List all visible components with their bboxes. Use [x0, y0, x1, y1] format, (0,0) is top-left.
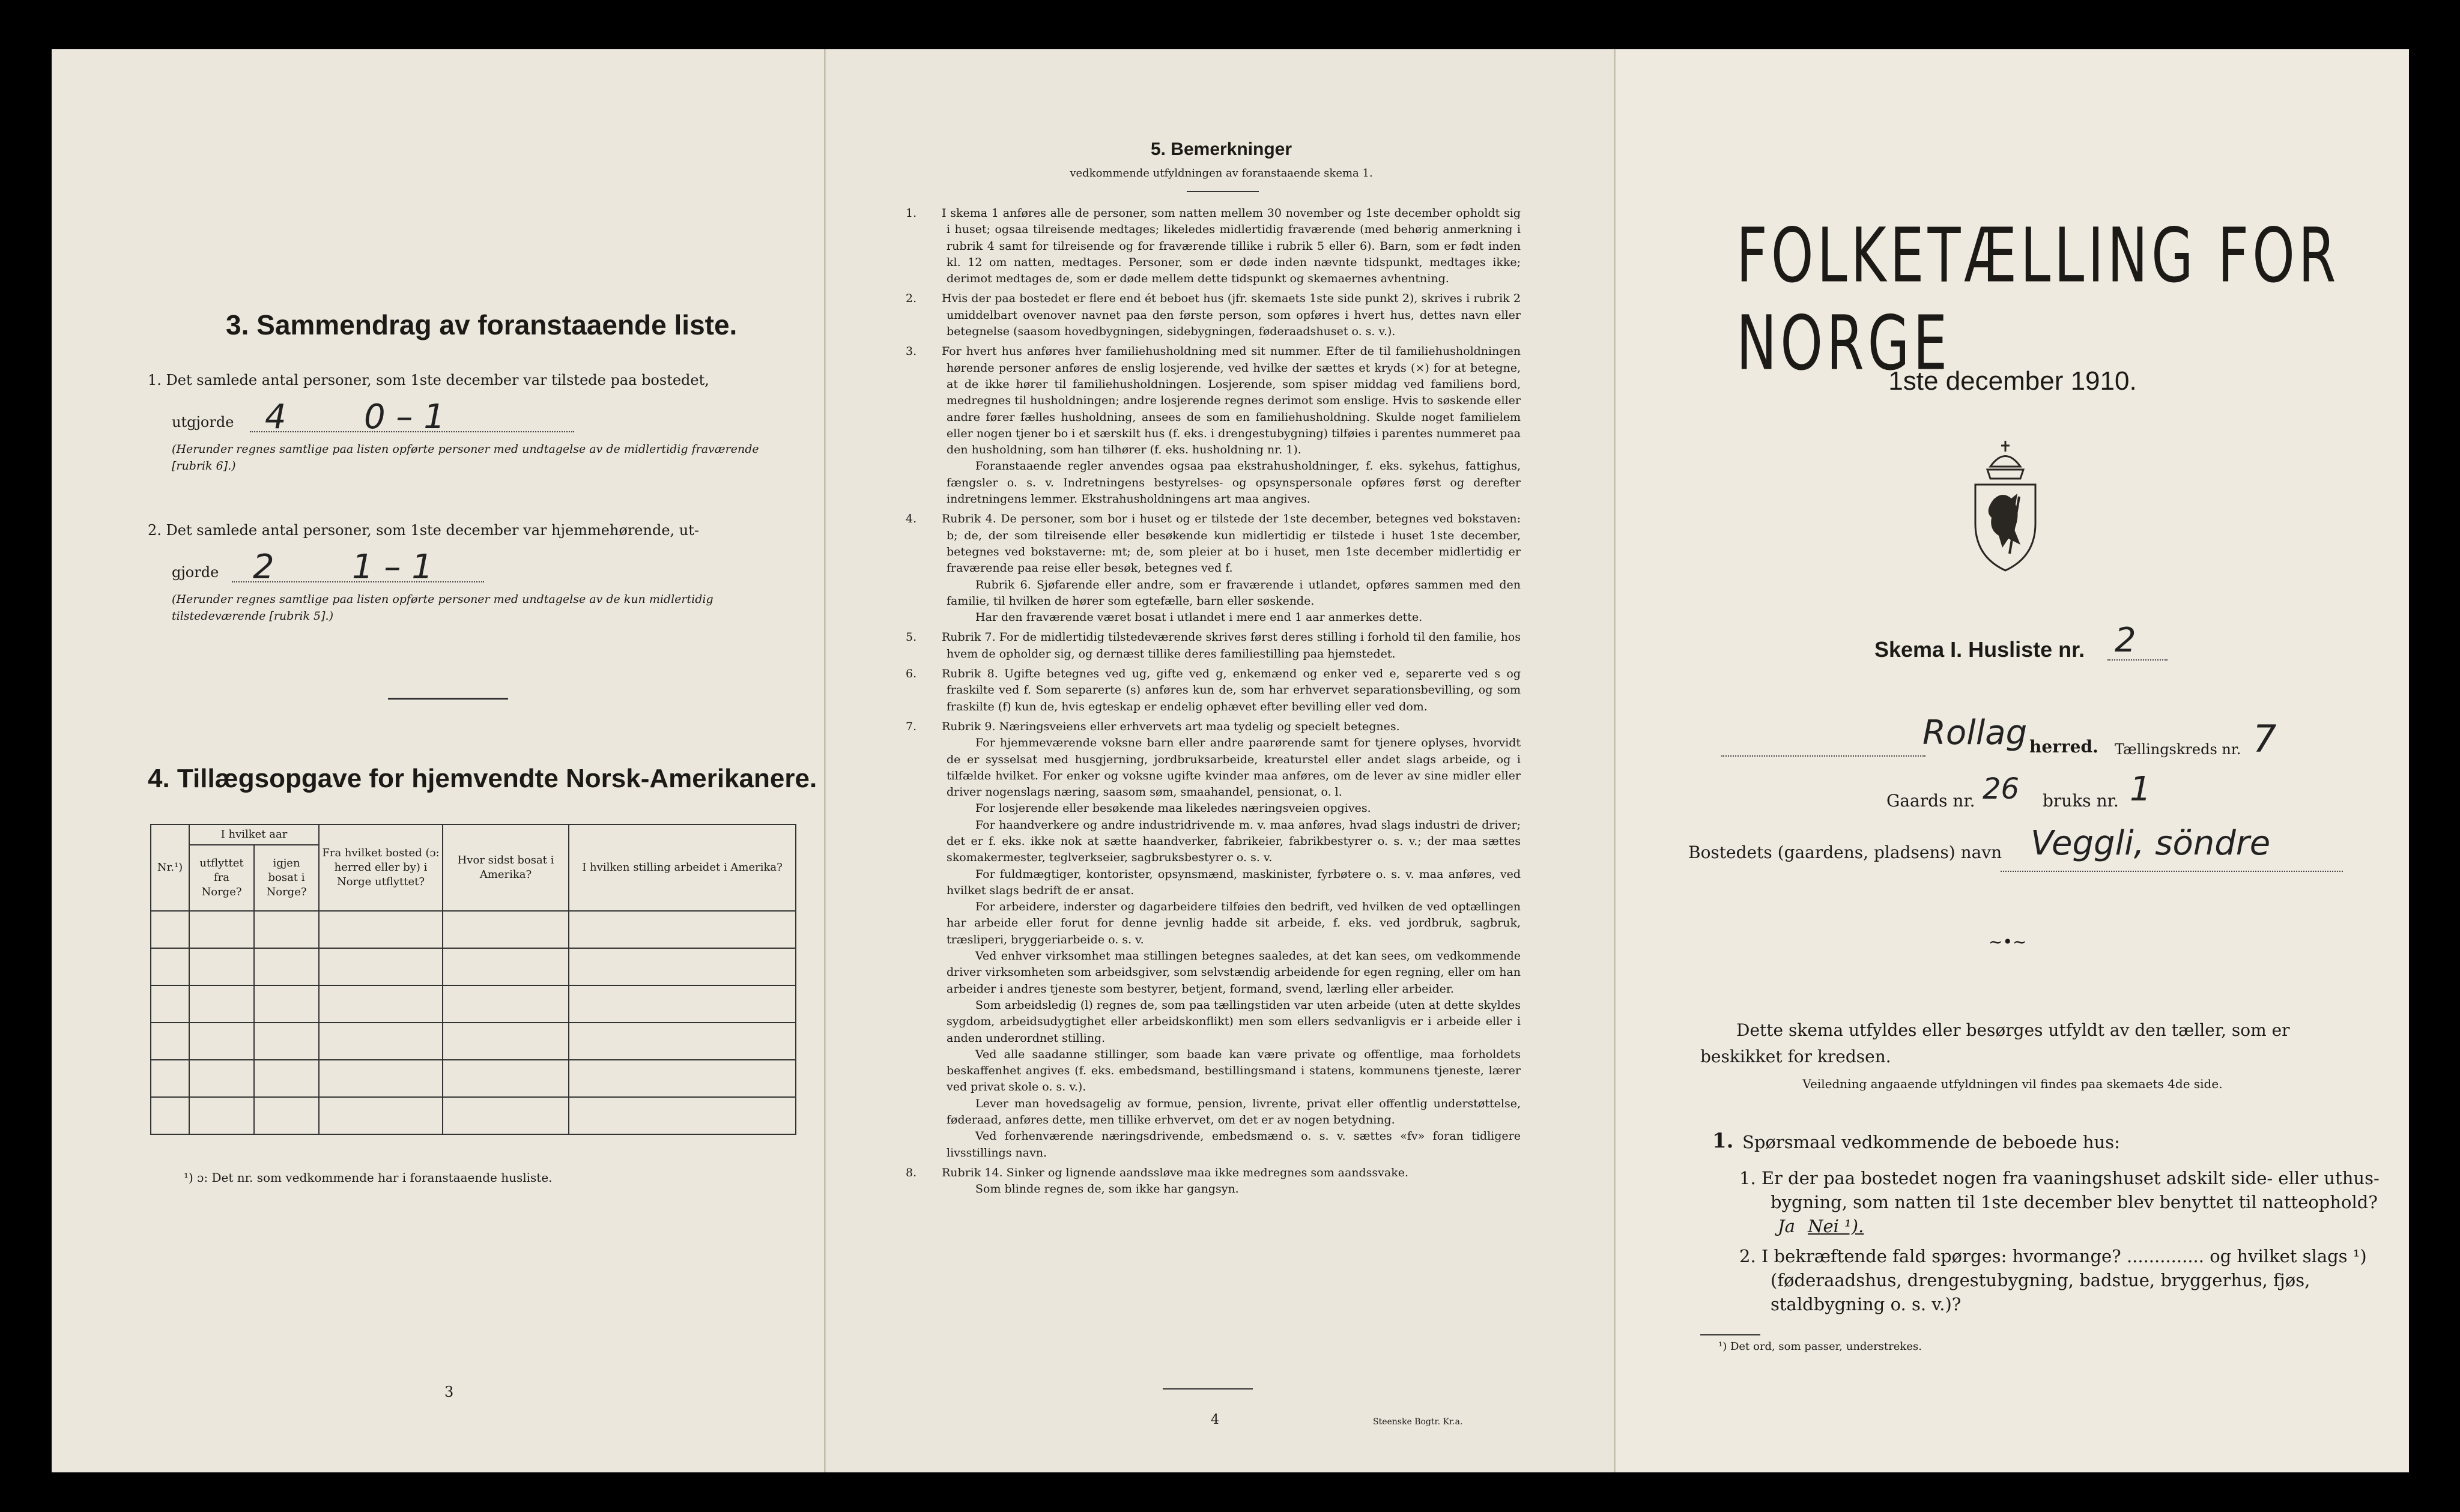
coat-of-arms-icon [1960, 434, 2050, 578]
remark-text: Rubrik 6. Sjøfarende eller andre, som er fraværende i utlandet, opføres sammen med den familie, til hvilken de hører som egtefælle, barn eller søskende. [947, 578, 1521, 608]
remark-paragraph [906, 629, 1521, 662]
table-footnote: ¹) ɔ: Det nr. som vedkommende har i foranstaaende husliste. [184, 1170, 553, 1185]
herred-label: herred. [2029, 737, 2098, 757]
item-2-note: (Herunder regnes samtlige paa listen opførte personer med undtagelse av de kun midlertidig tilstedeværende [rubrik 5].) [172, 593, 713, 623]
remark-paragraph [926, 1096, 1521, 1129]
item-1-text: 1. Det samlede antal personer, som 1ste december var tilstede paa bostedet, [148, 372, 709, 389]
bruks-nr: 1 [2130, 770, 2151, 809]
remark-text: Rubrik 7. For de midlertidig tilstedeværende skrives først deres stilling i forhold til den familie, hos hvem de opholder sig, og dernæst tillike deres familiestilling paa hjemstedet. [942, 631, 1521, 661]
divider [1187, 191, 1259, 192]
questions-title: Spørsmaal vedkommende de beboede hus: [1742, 1132, 2120, 1152]
table-row [151, 985, 796, 1023]
remarks-subtitle: vedkommende utfyldningen av foranstaaende skema 1. [1070, 167, 1373, 180]
remark-paragraph [926, 609, 1521, 626]
husliste-nr: 2 [2115, 621, 2136, 660]
remark-number: 3. [906, 345, 917, 358]
remark-paragraph [926, 800, 1521, 817]
remark-paragraph [906, 291, 1521, 340]
remark-text: Rubrik 4. De personer, som bor i huset og er tilstede der 1ste december, betegnes ved bokstaven: b; de, der som tilreisende eller besøkende kun midlertidig er tilstede i huset 1ste december, betegnes ved bokstaverne: mt; de, som pleier at bo i huset, men 1ste december midlertidig er fraværende paa reise eller besøk, betegnes ved f. [942, 512, 1521, 575]
front-page [1616, 49, 2409, 1472]
remark-number: 8. [906, 1166, 917, 1179]
remark-number: 5. [906, 631, 917, 644]
item-2-handwritten-a: 2 [253, 548, 274, 587]
table-row [151, 948, 796, 985]
remarks-title: 5. Bemerkninger [1150, 139, 1292, 159]
answer-nei: Nei ¹). [1808, 1216, 1864, 1236]
remark-paragraph [926, 735, 1521, 800]
item-1-utgjorde: utgjorde [172, 414, 234, 431]
divider [1700, 1334, 1760, 1335]
remark-text: I skema 1 anføres alle de personer, som natten mellem 30 november og 1ste december opholdt sig i huset; ogsaa tilreisende medtages; likeledes midlertidig fraværende (med behørig anmerkning i rubrik 4 samt for tilreisende og for fraværende tillike i rubrik 5 eller 6). Barn, som er født inden kl. 12 om natten, medtages. Personer, som er døde inden nævnte tidspunkt, medtages ikke; derimot medtages de, som er døde mellem dette tidspunkt og skemaernes avhentning. [942, 207, 1521, 286]
remark-text: Har den fraværende været bosat i utlandet i mere end 1 aar anmerkes dette. [975, 611, 1423, 624]
remark-paragraph [926, 948, 1521, 997]
ornament-icon: ~•~ [1989, 932, 2027, 952]
table-row [151, 1023, 796, 1060]
schema-label: Skema I. Husliste nr. [1874, 637, 2085, 662]
remark-text: For hvert hus anføres hver familiehusholdning med sit nummer. Efter de til familiehusholdningen hørende personer anføres de enslig losjerende, ved hvilke der sættes et kryds (×) for at betegne, at de ikke hører til familiehusholdningen. Losjerende, som spiser middag ved familiens bord, medregnes til husholdningen; andre losjerende regnes derimot som enslige. Hvis to søskende eller andre fører fælles husholdning, ansees de som en familiehusholdning. Skulde noget familielem eller nogen tjener bo i et særskilt hus (f. eks. i drengestubygning) tilføies i parentes nummeret paa den husholdning, som han tilhører (f. eks. husholdning nr. 1). [942, 345, 1521, 457]
remark-paragraph [906, 666, 1521, 715]
remark-paragraph [926, 866, 1521, 900]
norsk-amerikanere-table [150, 824, 796, 1135]
bosted-name: Veggli, söndre [2031, 824, 2271, 863]
remark-text: Hvis der paa bostedet er flere end ét beboet hus (jfr. skemaets 1ste side punkt 2), skrives i rubrik 2 umiddelbart ovenover navnet paa den første person, som opføres i hvert hus, dettes navn eller betegnelse (saasom hovedbygningen, sidebygningen, føderaadshuset o. s. v.). [942, 292, 1521, 339]
col-hvor-bosat: Hvor sidst bosat i Amerika? [443, 824, 569, 911]
divider [1163, 1388, 1253, 1390]
col-bosat: igjen bosat i Norge? [254, 845, 319, 911]
remark-paragraph [926, 1047, 1521, 1096]
bosted-label: Bostedets (gaardens, pladsens) navn [1688, 842, 2002, 862]
divider [388, 698, 508, 700]
remark-paragraph [926, 1128, 1521, 1161]
remarks-list [906, 205, 1521, 1198]
kreds-nr: 7 [2253, 717, 2277, 761]
remark-paragraph [906, 205, 1521, 287]
census-date: 1ste december 1910. [1888, 366, 2137, 396]
col-nr: Nr.¹) [151, 824, 189, 911]
remark-text: Ved forhenværende næringsdrivende, embedsmænd o. s. v. sættes «fv» foran tidligere livsstillings navn. [947, 1129, 1521, 1160]
section-3-title: 3. Sammendrag av foranstaaende liste. [226, 309, 738, 340]
col-stilling: I hvilken stilling arbeidet i Amerika? [569, 824, 796, 911]
remark-paragraph [906, 343, 1521, 458]
item-2-text: 2. Det samlede antal personer, som 1ste december var hjemmehørende, ut- [148, 522, 699, 539]
page-number: 4 [1211, 1412, 1219, 1427]
item-2-handwritten-b: 1 – 1 [352, 548, 433, 587]
remark-text: For hjemmeværende voksne barn eller andre paarørende samt for tjenere oplyses, hvorvidt de er sysselsat med husgjerning, jordbruksarbeide, kreaturstel eller andet slags arbeide, og i tilfælde hvilket. For enker og voksne ugifte kvinder maa anføres, om de lever av sine midler eller driver nogenslags næring, saasom søm, smaahandel, pensionat, o. l. [947, 736, 1521, 799]
remark-paragraph [926, 577, 1521, 610]
section-4-title: 4. Tillægsopgave for hjemvendte Norsk-Amerikanere. [148, 764, 817, 793]
answer-ja: Ja [1778, 1216, 1795, 1236]
remark-text: For arbeidere, inderster og dagarbeidere tilføies den bedrift, ved hvilken de ved optællingen har arbeide eller forut for denne jevnlig hadde sit arbeide, f. eks. ved jordbruk, sagbruk, træsliperi, bryggeriarbeide o. s. v. [947, 900, 1521, 946]
item-1-note: (Herunder regnes samtlige paa listen opførte personer med undtagelse av de midlertidig fraværende [rubrik 6].) [172, 443, 759, 473]
remark-text: Lever man hovedsagelig av formue, pension, livrente, privat eller offentlig understøttelse, føderaad, anføres dette, men tillike erhvervet, om det er av nogen betydning. [947, 1096, 1521, 1127]
col-group-aar: I hvilket aar [189, 824, 319, 845]
remark-text: For fuldmægtiger, kontorister, opsynsmænd, maskinister, fyrbøtere o. s. v. maa anføres, ved hvilket slags bedrift de er ansat. [947, 867, 1521, 897]
remark-number: 4. [906, 512, 917, 526]
herred-line [1721, 755, 1925, 757]
herred-name: Rollag [1922, 713, 2028, 752]
remark-paragraph [926, 817, 1521, 866]
remark-paragraph [906, 1165, 1521, 1181]
gaards-nr: 26 [1983, 772, 2020, 806]
item-1-handwritten-a: 4 [265, 398, 286, 437]
remark-paragraph [926, 997, 1521, 1047]
item-2-fill-line [232, 581, 484, 582]
footnote: ¹) Det ord, som passer, understrekes. [1718, 1340, 1922, 1353]
printer-mark: Steenske Bogtr. Kr.a. [1373, 1417, 1463, 1427]
instruction-text: Dette skema utfyldes eller besørges utfyldt av den tæller, som er beskikket for kredsen. [1700, 1020, 2290, 1066]
item-1-fill-line [250, 431, 574, 432]
remark-text: Ved enhver virksomhet maa stillingen betegnes saaledes, at det kan sees, om vedkommende driver virksomheten som arbeidsgiver, som selvstændig arbeidende for egen regning, eller om han arbeider i andres tjeneste som bestyrer, betjent, formand, svend, lærling eller arbeider. [947, 949, 1521, 996]
bosted-line [2001, 871, 2343, 872]
remark-text: Rubrik 9. Næringsveiens eller erhvervets art maa tydelig og specielt betegnes. [942, 719, 1400, 733]
remark-text: Som blinde regnes de, som ikke har gangsyn. [975, 1182, 1239, 1196]
remark-number: 7. [906, 719, 917, 733]
remark-text: Rubrik 14. Sinker og lignende aandssløve maa ikke medregnes som aandssvake. [942, 1166, 1409, 1179]
remark-text: For losjerende eller besøkende maa likeledes næringsveien opgives. [975, 802, 1371, 815]
question-1-text: 1. Er der paa bostedet nogen fra vaaningshuset adskilt side- eller uthus-bygning, som natten til 1ste december blev benyttet til natteophold? [1739, 1168, 2380, 1212]
remark-text: Som arbeidsledig (l) regnes de, som paa tællingstiden var uten arbeide (uten at dette skyldes sygdom, arbeidsudygtighet eller arbeidskonflikt) men som ellers sedvanligvis er i arbeide eller i anden underordnet stilling. [947, 998, 1521, 1045]
remark-text: Ved alle saadanne stillinger, som baade kan være private og offentlige, maa forholdets beskaffenhet angives (f. eks. embedsmand, bestillingsmand i statens, kommunens tjeneste, lærer ved privat skole o. s. v.). [947, 1047, 1521, 1094]
remark-paragraph [926, 458, 1521, 507]
census-title: FOLKETÆLLING FOR NORGE [1736, 211, 2340, 387]
remark-paragraph [926, 1181, 1521, 1197]
remark-text: Rubrik 8. Ugifte betegnes ved ug, gifte ved g, enkemænd og enker ved e, separerte ved s og fraskilte ved f. Som separerte (s) anføres kun de, som har erhvervet separationsbevilling, og som fraskilte (f) kun de, hvis egteskap er endelig ophævet efter bevilling eller ved dom. [942, 667, 1521, 713]
husliste-line [2107, 659, 2168, 661]
page-4-bemerkninger [826, 49, 1616, 1472]
remark-paragraph [926, 899, 1521, 948]
table-row [151, 1060, 796, 1097]
remark-number: 6. [906, 667, 917, 681]
veiledning-text: Veiledning angaaende utfyldningen vil findes paa skemaets 4de side. [1802, 1077, 2223, 1091]
questions-number: 1. [1712, 1129, 1734, 1153]
kreds-label: Tællingskreds nr. [2115, 741, 2241, 758]
bruks-label: bruks nr. [2043, 791, 2119, 811]
table-row [151, 1097, 796, 1134]
question-1 [1739, 1166, 2401, 1238]
remark-number: 2. [906, 292, 917, 306]
table-row [151, 911, 796, 948]
remark-paragraph [906, 511, 1521, 576]
item-1-handwritten-b: 0 – 1 [364, 398, 445, 437]
item-2-gjorde: gjorde [172, 564, 219, 581]
remark-text: For haandverkere og andre industridrivende m. v. maa anføres, hvad slags industri de driver; det er f. eks. ikke nok at sætte haandverker, fabrikeier, fabrikbestyrer o. s. v.; der maa sættes skomakermester, teglverkseier, sagbruksbestyrer o. s. v. [947, 818, 1521, 865]
page-number: 3 [444, 1383, 454, 1400]
remark-text: Foranstaaende regler anvendes ogsaa paa ekstrahusholdninger, f. eks. sykehus, fattighus, fængsler o. s. v. Indretningens bestyrelses- og opsynspersonale opføres først og derefter indretningens lemmer. Ekstrahusholdningens art maa angives. [947, 459, 1521, 506]
remark-paragraph [906, 719, 1521, 735]
col-fra-bosted: Fra hvilket bosted (ɔ: herred eller by) i Norge utflyttet? [319, 824, 443, 911]
question-2: 2. I bekræftende fald spørges: hvormange? .............. og hvilket slags ¹) (føderaadshus, drengestubygning, badstue, bryggerhus, fjøs, staldbygning o. s. v.)? [1739, 1246, 2367, 1314]
gaards-label: Gaards nr. [1886, 791, 1975, 811]
page-3 [52, 49, 826, 1472]
col-utflyttet: utflyttet fra Norge? [189, 845, 254, 911]
remark-number: 1. [906, 207, 917, 220]
